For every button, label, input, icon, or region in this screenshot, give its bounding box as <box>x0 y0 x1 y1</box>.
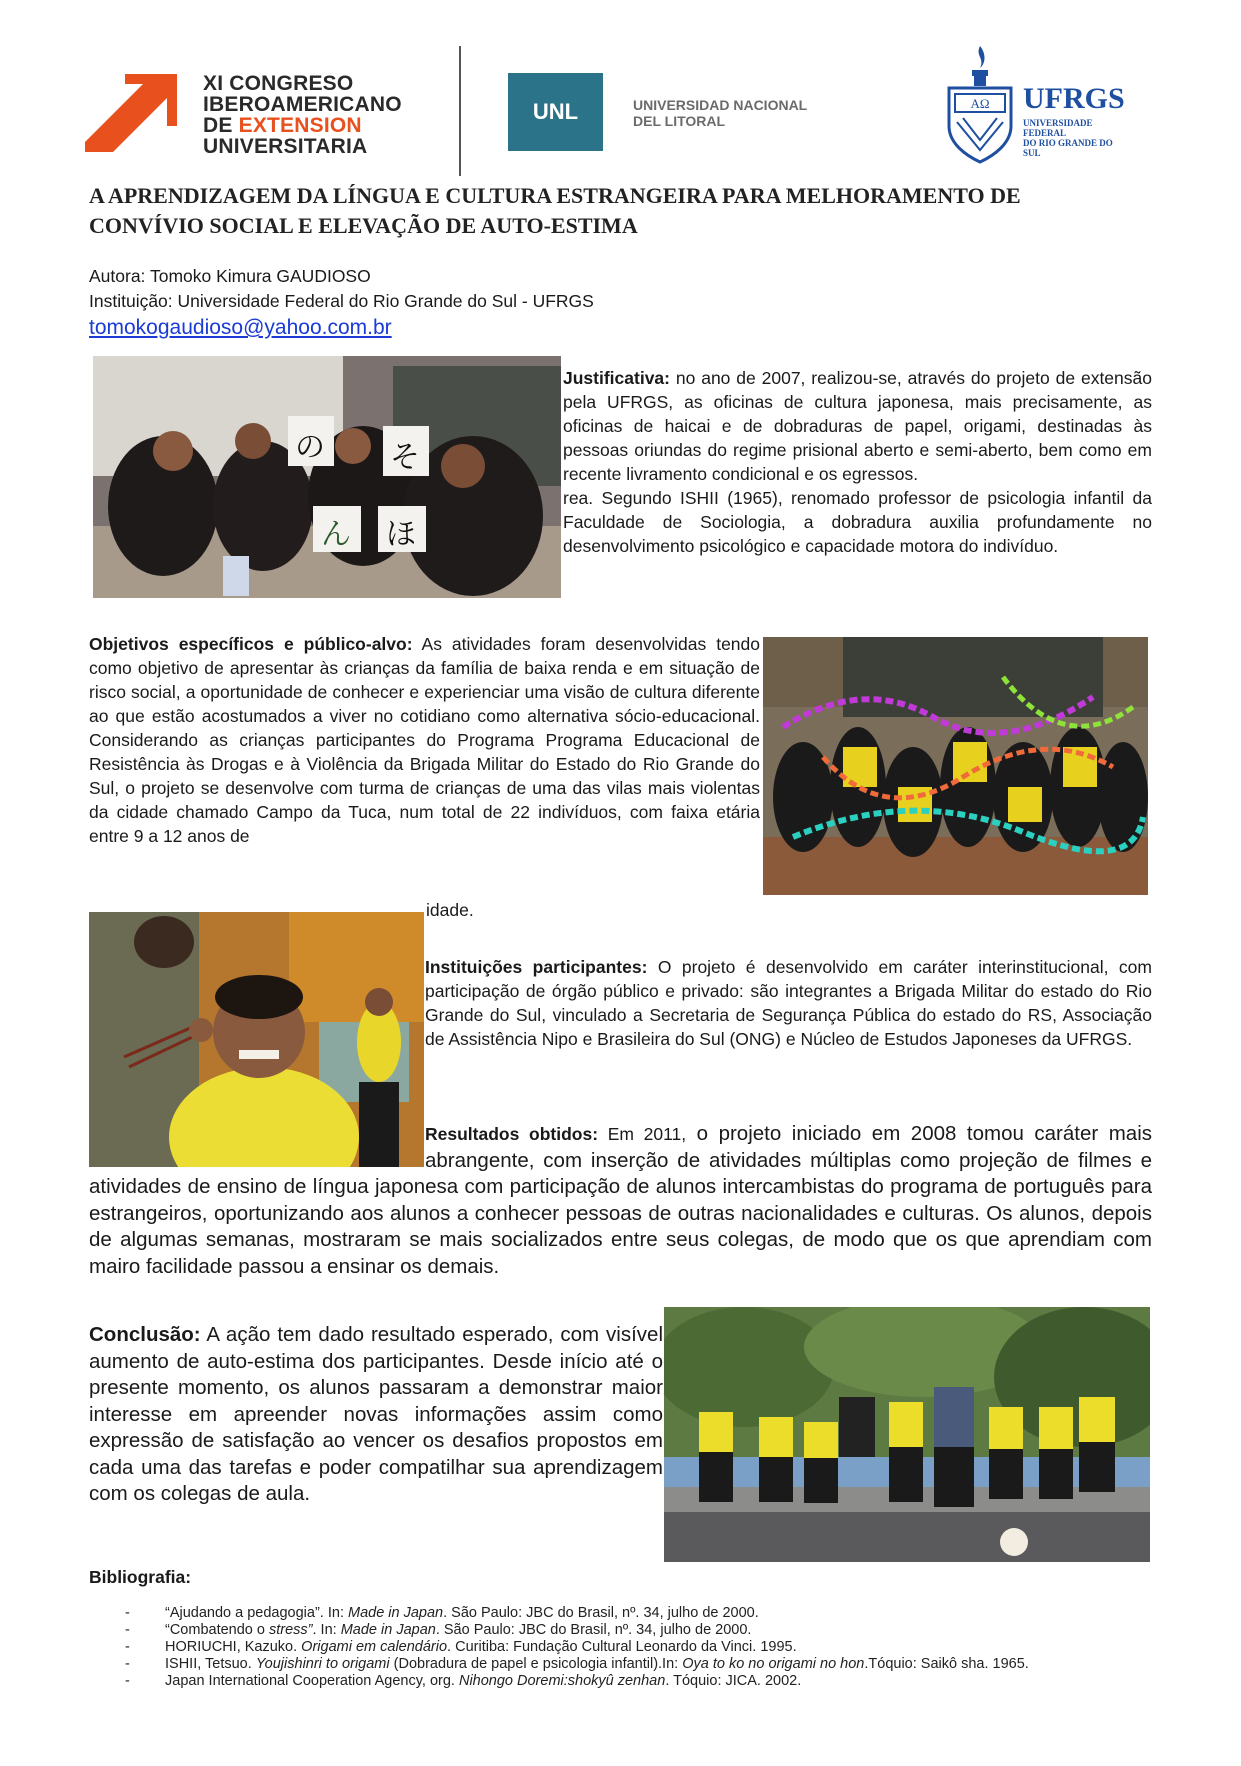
unl-line2: DEL LITORAL <box>633 113 726 129</box>
group-illustration <box>664 1307 1150 1562</box>
bib-italic: Origami em calendário <box>301 1639 448 1655</box>
ufrgs-line1: UNIVERSIDADE FEDERAL <box>1023 118 1093 138</box>
ufrgs-logo <box>945 44 1125 164</box>
bib-text: ISHII, Tetsuo. <box>165 1656 256 1672</box>
ufrgs-line2: DO RIO GRANDE DO SUL <box>1023 138 1113 158</box>
congress-line3-prefix: DE <box>203 114 239 137</box>
bib-italic: Youjishinri to origami <box>255 1656 390 1672</box>
bib-italic: Nihongo Doremi:shokyû zenhan <box>458 1673 666 1689</box>
photo-paper-chains <box>763 637 1148 895</box>
resultados-text: o projeto iniciado em 2008 tomou caráter mais abrangente, com inserção de atividades múltiplas como projeção de filmes e atividades de ensino de língua japonesa com participação de alunos intercambistas do programa de português para estrangeiros, oportunizando aos alunos a conhecer pessoas de outras nacionalidades e culturas. Os alunos, depois de algumas semanas, mostraram se mais socializados entre seus colegas, de modo que os que aprendiam com mairo facilidade passou a ensinar os demais. <box>89 1122 1153 1278</box>
instituicoes-section <box>425 955 1152 1051</box>
title-line2: CONVÍVIO SOCIAL E ELEVAÇÃO DE AUTO-ESTIMA <box>89 213 638 238</box>
congress-logo <box>85 70 465 160</box>
resultados-lead: Em 2011, <box>598 1124 687 1144</box>
kana-card-no: の <box>295 431 325 464</box>
bib-text: Japan International Cooperation Agency, org. <box>165 1673 459 1689</box>
conclusao-text: A ação tem dado resultado esperado, com visível aumento de auto-estima dos participantes. Desde início até o presente momento, os alunos passaram a demonstrar maior interesse em apreender novas informações assim como expressão de satisfação ao vencer os desafios propostos em cada uma das tarefas e poder compatilhar sua aprendizagem com os colegas de aula. <box>89 1323 663 1505</box>
justificativa-text: no ano de 2007, realizou-se, através do projeto de extensão pela UFRGS, as oficinas de cultura japonesa, mais precisamente, as oficinas de haicai e de dobraduras de papel, origami, destinadas às pessoas oriundas do regime prisional aberto e semi-aberto, bem como em recente livramento condicional e os egressos. <box>563 368 1152 484</box>
congress-line1: XI CONGRESO <box>203 72 354 95</box>
kana-card-so: そ <box>390 441 420 474</box>
bibliography-list <box>125 1605 1135 1690</box>
page-title <box>89 181 1149 241</box>
bib-text: . São Paulo: JBC do Brasil, nº. 34, julho de 2000. <box>443 1605 759 1621</box>
classroom-illustration <box>93 356 561 598</box>
bib-text: (Dobradura de papel e psicologia infantil).In: <box>389 1656 683 1672</box>
kana-card-n: ん <box>321 518 351 551</box>
ufrgs-crest-icon <box>945 44 1015 164</box>
bib-text: HORIUCHI, Kazuko. <box>165 1639 302 1655</box>
resultados-section <box>89 1121 1152 1280</box>
objetivos-tail: idade. <box>426 900 474 920</box>
bib-text: . In: <box>312 1622 341 1638</box>
arrow-logo-icon <box>85 72 183 152</box>
header-divider <box>459 46 461 176</box>
bibliography-heading: Bibliografia: <box>89 1567 192 1587</box>
bullet-dash-icon: - <box>125 1673 130 1689</box>
author-name: Autora: Tomoko Kimura GAUDIOSO <box>89 266 371 286</box>
bib-text: “Ajudando a pedagogia”. In: <box>165 1605 348 1621</box>
bib-text: .Tóquio: Saikô sha. 1965. <box>864 1656 1029 1672</box>
paper-chain-illustration <box>763 637 1148 895</box>
conclusao-heading: Conclusão: <box>89 1323 201 1346</box>
objetivos-heading: Objetivos específicos e público-alvo: <box>89 634 413 654</box>
photo-classroom-kana-cards <box>93 356 561 598</box>
author-institution: Instituição: Universidade Federal do Rio Grande do Sul - UFRGS <box>89 291 594 311</box>
bib-text: . Curitiba: Fundação Cultural Leonardo da Vinci. 1995. <box>447 1639 797 1655</box>
photo-group-outdoors <box>664 1307 1150 1562</box>
unl-logo <box>508 73 848 153</box>
bib-text: “Combatendo o <box>165 1622 269 1638</box>
justificativa-text2: rea. Segundo ISHII (1965), renomado professor de psicologia infantil da Faculdade de Sociologia, a dobradura auxilia profundamente no desenvolvimento psicológico e capacidade motora do indivíduo. <box>563 488 1152 556</box>
objetivos-section <box>89 632 760 848</box>
bullet-dash-icon: - <box>125 1622 130 1638</box>
unl-badge <box>508 73 603 151</box>
ufrgs-name: UFRGS <box>1023 82 1125 115</box>
bib-italic: Made in Japan <box>348 1605 444 1621</box>
bib-italic: Made in Japan <box>340 1622 436 1638</box>
bib-item <box>125 1605 1135 1622</box>
author-block <box>89 264 594 342</box>
conclusao-section <box>89 1322 663 1508</box>
bib-item <box>125 1673 1135 1690</box>
unl-line1: UNIVERSIDAD NACIONAL <box>633 97 808 113</box>
crest-text: AΩ <box>970 96 990 111</box>
bib-item <box>125 1622 1135 1639</box>
instituicoes-heading: Instituições participantes: <box>425 957 648 977</box>
bib-text: . Tóquio: JICA. 2002. <box>665 1673 802 1689</box>
bullet-dash-icon: - <box>125 1656 130 1672</box>
congress-line4: UNIVERSITARIA <box>203 135 368 158</box>
bib-italic: stress” <box>268 1622 313 1638</box>
resultados-photo-spacer <box>89 1121 425 1174</box>
resultados-heading: Resultados obtidos: <box>425 1124 599 1144</box>
justificativa-section <box>563 366 1152 558</box>
congress-line3-accent: EXTENSION <box>238 114 362 137</box>
kana-card-ho: ほ <box>386 518 416 551</box>
bullet-dash-icon: - <box>125 1639 130 1655</box>
instituicoes-text: O projeto é desenvolvido em caráter interinstitucional, com participação de órgão público e privado: são integrantes a Brigada Militar do estado do Rio Grande do Sul, vinculado a Secretaria de Segurança Pública do estado do RS, Associação de Assistência Nipo e Brasileira do Sul (ONG) e Núcleo de Estudos Japoneses da UFRGS. <box>425 957 1152 1049</box>
congress-line2: IBEROAMERICANO <box>203 93 402 116</box>
bib-item <box>125 1639 1135 1656</box>
bib-item <box>125 1656 1135 1673</box>
bullet-dash-icon: - <box>125 1605 130 1621</box>
justificativa-heading: Justificativa: <box>563 368 670 388</box>
objetivos-text: As atividades foram desenvolvidas tendo como objetivo de apresentar às crianças da família de baixa renda e em situação de risco social, a oportunidade de conhecer e experienciar uma visão de cultura diferente ao que estão acostumados a viver no cotidiano como alternativa sócio-educacional. Considerando as crianças participantes do Programa Programa Educacional de Resistência às Drogas e à Violência da Brigada Militar do Estado do Rio Grande do Sul, o projeto se desenvolve com turma de crianças de uma das vilas mais violentas da cidade chamado Campo da Tuca, num total de 22 indivíduos, com faixa etária entre 9 a 12 anos de <box>89 634 760 846</box>
author-email-link[interactable]: tomokogaudioso@yahoo.com.br <box>89 316 392 339</box>
title-line1: A APRENDIZAGEM DA LÍNGUA E CULTURA ESTRANGEIRA PARA MELHORAMENTO DE <box>89 183 1021 208</box>
bib-italic: Oya to ko no origami no hon <box>682 1656 865 1672</box>
unl-badge-text: UNL <box>532 99 579 124</box>
bib-text: . São Paulo: JBC do Brasil, nº. 34, julho de 2000. <box>435 1622 752 1638</box>
